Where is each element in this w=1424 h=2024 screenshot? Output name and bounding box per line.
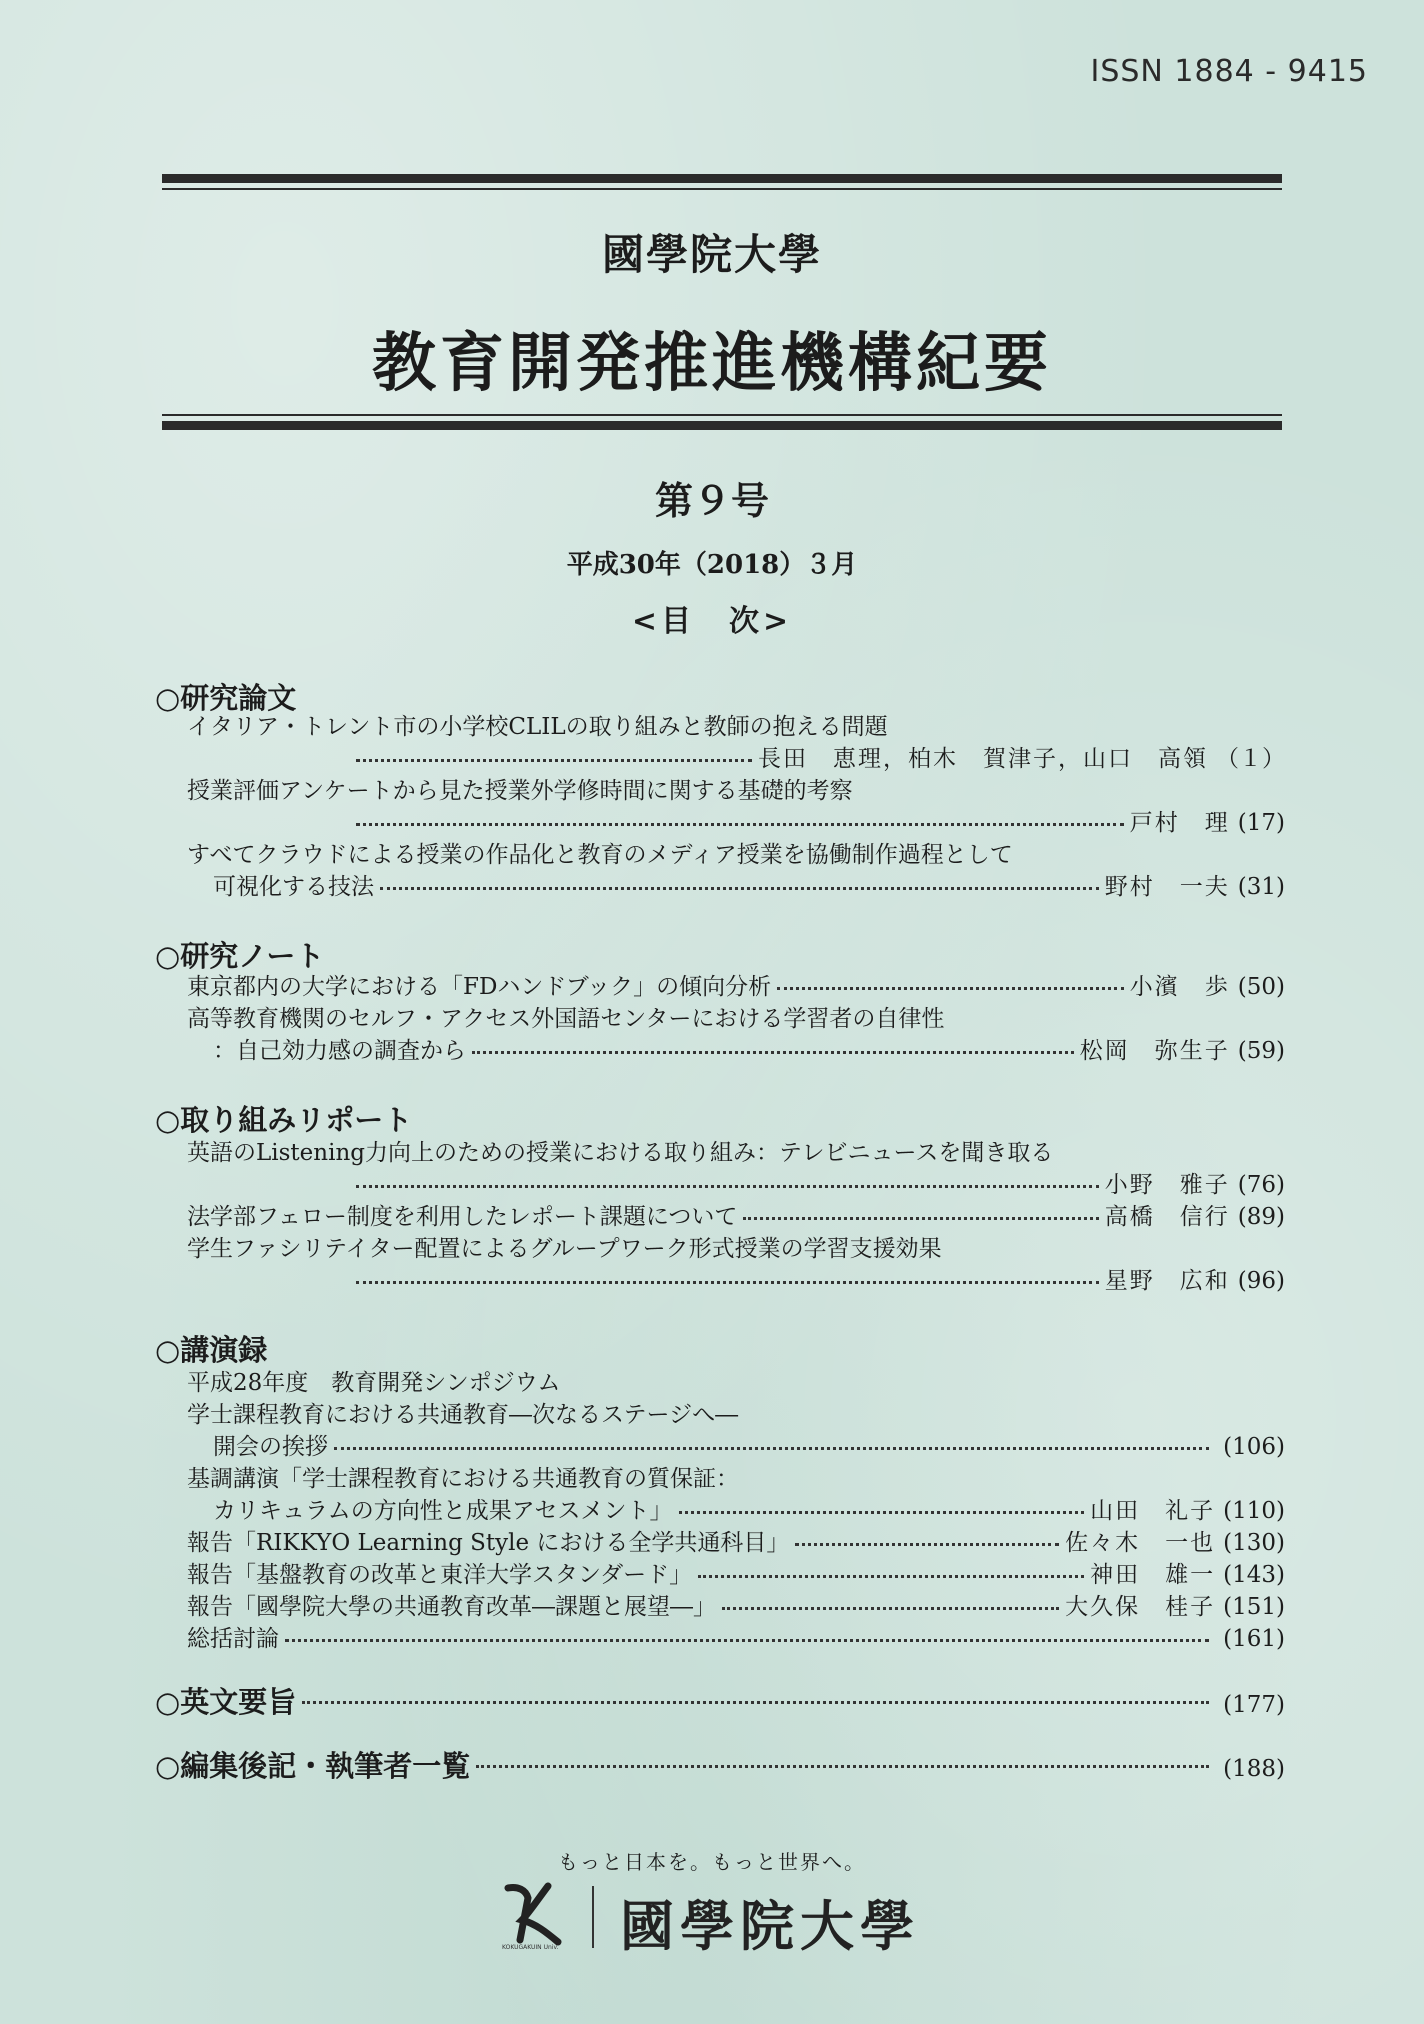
entry-page: (89) (1237, 1204, 1285, 1230)
entry-authors: 長田 恵理，柏木 賀津子，山口 高領 (758, 746, 1208, 772)
entry-title: 高等教育機関のセルフ・アクセス外国語センターにおける学習者の自律性 (187, 1006, 945, 1032)
entry-authors: 山田 礼子 (1090, 1498, 1216, 1524)
section-title-english-abstracts: ○英文要旨 (155, 1685, 297, 1719)
entry-page: (151) (1223, 1594, 1285, 1620)
entry-authors: 松岡 弥生子 (1079, 1038, 1230, 1064)
logo-name: 國學院大學 (620, 1895, 920, 1958)
top-rule (162, 174, 1282, 190)
university-name: 國學院大學 (601, 230, 822, 279)
entry-authors: 神田 雄一 (1090, 1562, 1216, 1588)
issue-number: 第９号 (654, 478, 769, 523)
entry-page: (130) (1223, 1530, 1285, 1556)
toc-entry (187, 1556, 1285, 1588)
entry-page: (96) (1237, 1268, 1285, 1294)
entry-title: 授業評価アンケートから見た授業外学修時間に関する基礎的考察 (187, 778, 853, 804)
section-title-lectures: ○講演録 (155, 1333, 268, 1367)
entry-authors: 高橋 信行 (1104, 1204, 1230, 1230)
entry-title: 報告「國學院大學の共通教育改革―課題と展望―」 (187, 1594, 716, 1620)
entry-authors: 小濱 歩 (1129, 974, 1230, 1000)
toc-entry (187, 1620, 1285, 1652)
entry-page: (143) (1223, 1562, 1285, 1588)
entry-title: 報告「RIKKYO Learning Style における全学共通科目」 (187, 1530, 790, 1556)
logo-divider (592, 1886, 594, 1948)
entry-title: 総括討論 (187, 1626, 279, 1652)
entry-page: (59) (1237, 1038, 1285, 1064)
entry-title: 英語のListening力向上のための授業における取り組み：テレビニュースを聞き取る (187, 1140, 1054, 1166)
entry-title: 報告「基盤教育の改革と東洋大学スタンダード」 (187, 1562, 693, 1588)
university-logo (500, 1880, 940, 1960)
entry-authors: 大久保 桂子 (1065, 1594, 1216, 1620)
section-title-reports: ○取り組みリポート (155, 1103, 413, 1137)
entry-page: (50) (1237, 974, 1285, 1000)
section-title-research-notes: ○研究ノート (155, 939, 325, 973)
section-title-research-papers: ○研究論文 (155, 681, 297, 715)
issn: ISSN 1884 - 9415 (1090, 54, 1368, 89)
entry-authors: 星野 広和 (1104, 1268, 1230, 1294)
bottom-rule (162, 414, 1282, 430)
entry-page: (106) (1223, 1434, 1285, 1460)
entry-page: (110) (1223, 1498, 1285, 1524)
contents-heading: <目 次> (631, 604, 793, 639)
entry-title: イタリア・トレント市の小学校CLILの取り組みと教師の抱える問題 (187, 714, 888, 740)
symposium-theme: 学士課程教育における共通教育―次なるステージへ― (187, 1402, 739, 1428)
slogan: もっと日本を。もっと世界へ。 (558, 1850, 866, 1874)
toc-entry (187, 1198, 1285, 1230)
entry-title-cont: カリキュラムの方向性と成果アセスメント」 (213, 1498, 673, 1524)
entry-page: (76) (1237, 1172, 1285, 1198)
entry-authors: 佐々木 一也 (1065, 1530, 1216, 1556)
toc-entry (350, 1262, 1285, 1294)
toc-entry (350, 740, 1285, 772)
entry-title-cont: ：自己効力感の調査から (213, 1038, 466, 1064)
entry-page: (177) (1223, 1692, 1285, 1718)
entry-authors: 野村 一夫 (1104, 874, 1230, 900)
entry-page: (31) (1237, 874, 1285, 900)
toc-entry (213, 1492, 1285, 1524)
entry-page: (161) (1223, 1626, 1285, 1652)
entry-page: （１） (1216, 746, 1285, 772)
entry-page: (17) (1237, 810, 1285, 836)
toc-entry (350, 1166, 1285, 1198)
toc-entry (187, 1588, 1285, 1620)
section-title-editorial: ○編集後記・執筆者一覧 (155, 1749, 471, 1783)
symposium-name: 平成28年度 教育開発シンポジウム (187, 1370, 561, 1396)
logo-subtext: KOKUGAKUIN Univ. (502, 1944, 559, 1951)
toc-entry (187, 1524, 1285, 1556)
toc-entry (187, 968, 1285, 1000)
entry-title: 基調講演「学士課程教育における共通教育の質保証： (187, 1466, 739, 1492)
toc-entry (213, 1032, 1285, 1064)
entry-title: 開会の挨拶 (213, 1434, 328, 1460)
journal-title: 教育開発推進機構紀要 (372, 326, 1052, 401)
issue-date: 平成30年（2018）３月 (566, 550, 858, 580)
toc-entry (350, 804, 1285, 836)
toc-entry (213, 868, 1285, 900)
entry-title: すべてクラウドによる授業の作品化と教育のメディア授業を協働制作過程として (187, 842, 1013, 868)
toc-entry (213, 1428, 1285, 1460)
entry-title: 東京都内の大学における「FDハンドブック」の傾向分析 (187, 974, 772, 1000)
entry-authors: 戸村 理 (1129, 810, 1230, 836)
k-logo-icon (500, 1880, 566, 1950)
entry-title-cont: 可視化する技法 (213, 874, 374, 900)
entry-title: 法学部フェロー制度を利用したレポート課題について (187, 1204, 738, 1230)
toc-entry (155, 1744, 1285, 1783)
entry-title: 学生ファシリテイター配置によるグループワーク形式授業の学習支援効果 (187, 1236, 942, 1262)
toc-entry (155, 1680, 1285, 1719)
entry-authors: 小野 雅子 (1104, 1172, 1230, 1198)
entry-page: (188) (1223, 1756, 1285, 1782)
